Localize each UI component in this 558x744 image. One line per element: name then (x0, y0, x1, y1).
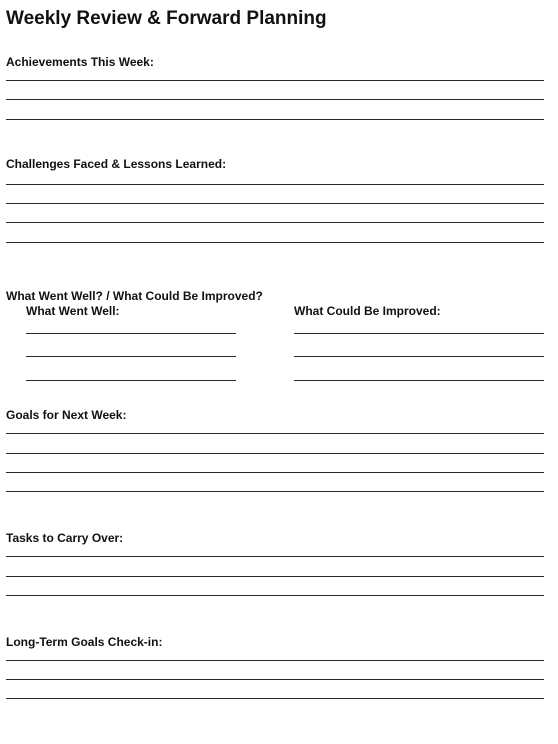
challenges-label: Challenges Faced & Lessons Learned: (6, 157, 227, 171)
challenges-writing-line[interactable] (6, 222, 544, 223)
went-well-improved-label: What Went Well? / What Could Be Improved? (6, 289, 263, 303)
goals-writing-line[interactable] (6, 453, 544, 454)
goals-label: Goals for Next Week: (6, 408, 127, 422)
improved-writing-line[interactable] (294, 333, 544, 334)
achievements-writing-line[interactable] (6, 119, 544, 120)
challenges-writing-line[interactable] (6, 184, 544, 185)
improved-writing-line[interactable] (294, 380, 544, 381)
challenges-writing-line[interactable] (6, 203, 544, 204)
goals-writing-line[interactable] (6, 491, 544, 492)
goals-writing-line[interactable] (6, 472, 544, 473)
went-well-writing-line[interactable] (26, 356, 236, 357)
page-title: Weekly Review & Forward Planning (6, 8, 327, 29)
goals-writing-line[interactable] (6, 433, 544, 434)
long-term-goals-label: Long-Term Goals Check-in: (6, 635, 163, 649)
tasks-writing-line[interactable] (6, 556, 544, 557)
challenges-writing-line[interactable] (6, 242, 544, 243)
went-well-writing-line[interactable] (26, 333, 236, 334)
long-term-writing-line[interactable] (6, 660, 544, 661)
went-well-column-label: What Went Well: (26, 304, 120, 318)
improved-writing-line[interactable] (294, 356, 544, 357)
went-well-writing-line[interactable] (26, 380, 236, 381)
tasks-label: Tasks to Carry Over: (6, 531, 124, 545)
achievements-writing-line[interactable] (6, 80, 544, 81)
achievements-writing-line[interactable] (6, 99, 544, 100)
achievements-label: Achievements This Week: (6, 55, 154, 69)
long-term-writing-line[interactable] (6, 698, 544, 699)
could-be-improved-column-label: What Could Be Improved: (294, 304, 441, 318)
tasks-writing-line[interactable] (6, 595, 544, 596)
tasks-writing-line[interactable] (6, 576, 544, 577)
long-term-writing-line[interactable] (6, 679, 544, 680)
